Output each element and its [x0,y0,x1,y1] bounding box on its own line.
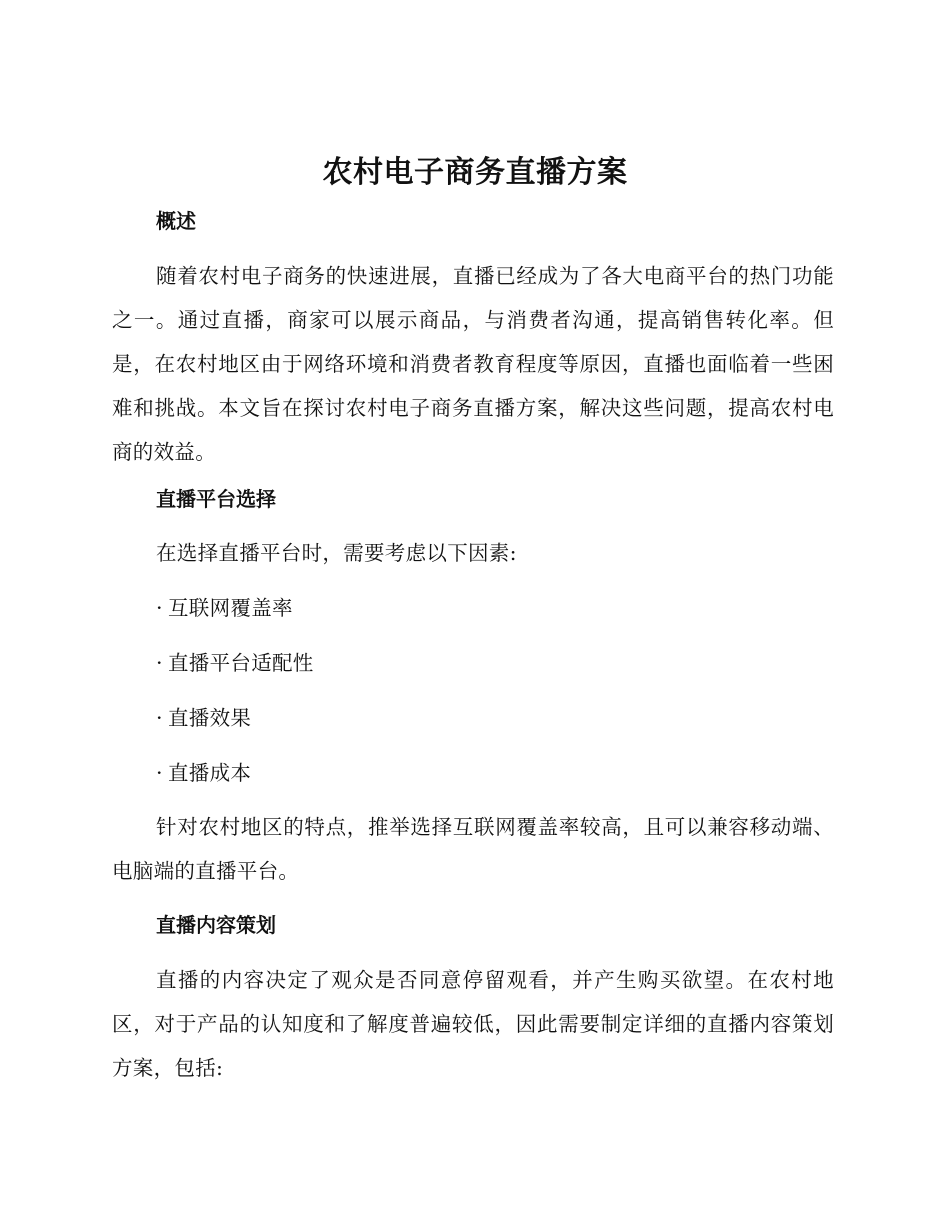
bullet-marker: · [156,651,163,675]
section-heading-overview: 概述 [156,209,196,233]
bullet-text: 直播成本 [168,761,252,785]
bullet-item [156,703,251,733]
bullet-item [156,593,293,623]
bullet-item [156,648,314,678]
platform-intro: 在选择直播平台时，需要考虑以下因素: [156,541,517,565]
bullet-text: 直播效果 [168,706,252,730]
content-paragraph: 直播的内容决定了观众是否同意停留观看，并产生购买欲望。在农村地区，对于产品的认知度和了解度普遍较低，因此需要制定详细的直播内容策划方案，包括: [112,968,834,1080]
section-heading-platform: 直播平台选择 [156,487,276,511]
document-title: 农村电子商务直播方案 [322,155,628,190]
bullet-marker: · [156,596,163,620]
bullet-text: 互联网覆盖率 [168,596,293,620]
bullet-marker: · [156,761,163,785]
platform-conclusion: 针对农村地区的特点，推举选择互联网覆盖率较高，且可以兼容移动端、电脑端的直播平台。 [112,815,834,883]
bullet-item [156,758,251,788]
bullet-marker: · [156,706,163,730]
overview-paragraph: 随着农村电子商务的快速进展，直播已经成为了各大电商平台的热门功能之一。通过直播，商家可以展示商品，与消费者沟通，提高销售转化率。但是，在农村地区由于网络环境和消费者教育程度等原因，直播也面临着一些困难和挑战。本文旨在探讨农村电子商务直播方案，解决这些问题，提高农村电商的效益。 [112,264,834,464]
section-heading-content: 直播内容策划 [156,913,276,937]
bullet-text: 直播平台适配性 [168,651,314,675]
